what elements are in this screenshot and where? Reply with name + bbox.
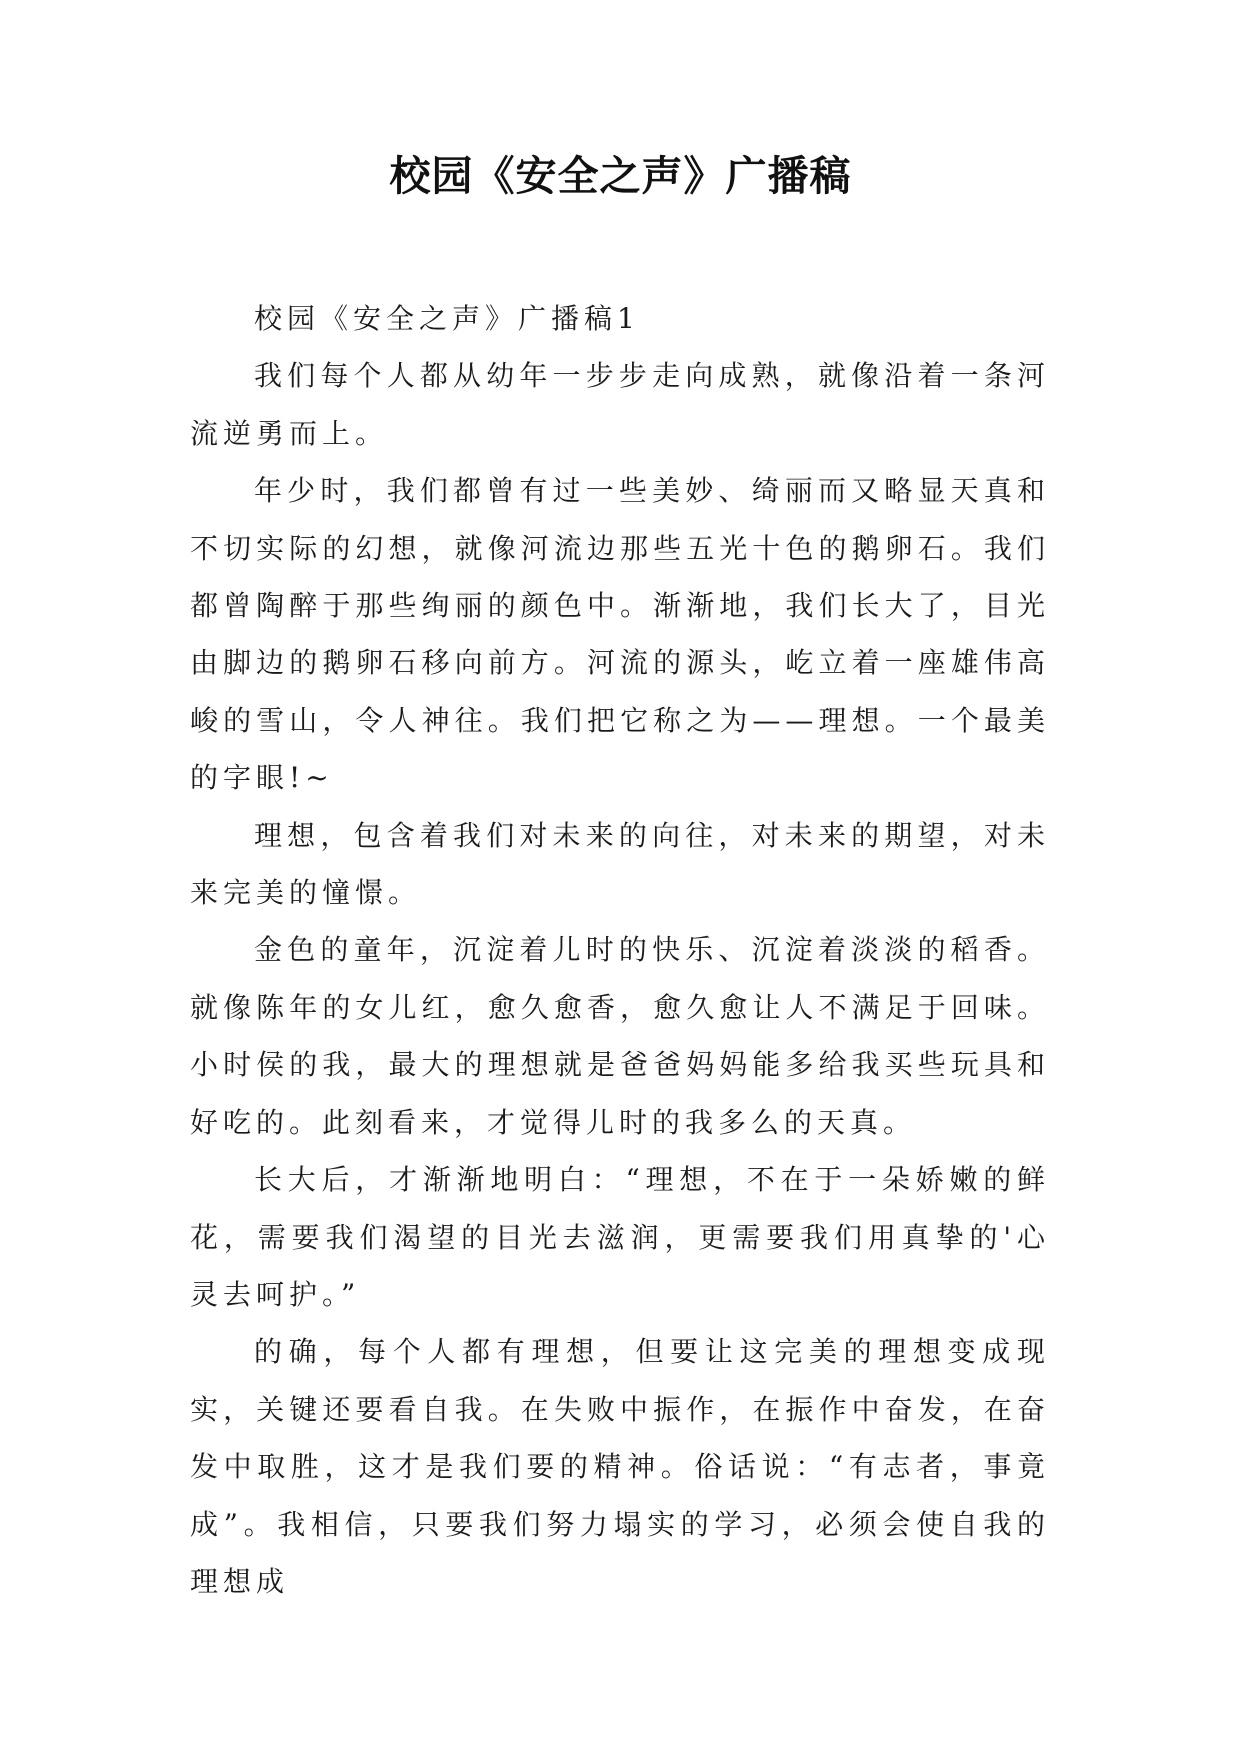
paragraph: 理想，包含着我们对未来的向往，对未来的期望，对未来完美的憧憬。 (190, 818, 1050, 910)
document-body (190, 290, 1050, 1610)
document-title: 校园《安全之声》广播稿 (389, 152, 852, 200)
paragraph: 我们每个人都从幼年一步步走向成熟，就像沿着一条河流逆勇而上。 (190, 359, 1050, 450)
paragraph-subtitle: 校园《安全之声》广播稿1 (254, 302, 640, 335)
paragraph: 长大后，才渐渐地明白：“理想，不在于一朵娇嫩的鲜花，需要我们渴望的目光去滋润，更需要我们用真挚的'心灵去呵护。” (190, 1163, 1050, 1311)
paragraph: 的确，每个人都有理想，但要让这完美的理想变成现实，关键还要看自我。在失败中振作，在振作中奋发，在奋发中取胜，这才是我们要的精神。俗话说：“有志者，事竟成”。我相信，只要我们努力塌实的学习，必须会使自我的理想成 (190, 1335, 1050, 1598)
paragraph: 金色的童年，沉淀着儿时的快乐、沉淀着淡淡的稻香。就像陈年的女儿红，愈久愈香，愈久愈让人不满足于回味。小时侯的我，最大的理想就是爸爸妈妈能多给我买些玩具和好吃的。此刻看来，才觉得儿时的我多么的天真。 (190, 933, 1050, 1139)
paragraph: 年少时，我们都曾有过一些美妙、绮丽而又略显天真和不切实际的幻想，就像河流边那些五光十色的鹅卵石。我们都曾陶醉于那些绚丽的颜色中。渐渐地，我们长大了，目光由脚边的鹅卵石移向前方。河流的源头，屹立着一座雄伟高峻的雪山，令人神往。我们把它称之为——理想。一个最美的字眼!~ (190, 474, 1050, 795)
